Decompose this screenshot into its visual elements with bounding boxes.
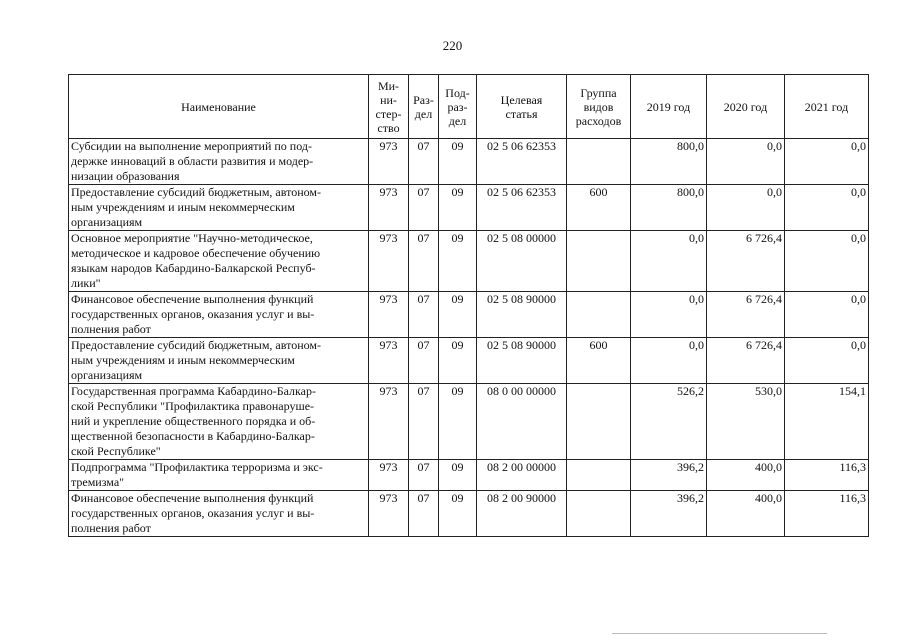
cell-2020: 400,0 bbox=[707, 491, 785, 537]
cell-2020: 0,0 bbox=[707, 139, 785, 185]
cell-section: 07 bbox=[409, 338, 439, 384]
cell-ministry: 973 bbox=[369, 491, 409, 537]
cell-2019: 0,0 bbox=[631, 292, 707, 338]
table-row bbox=[69, 185, 869, 231]
header-2019: 2019 год bbox=[631, 75, 707, 139]
cell-2019: 526,2 bbox=[631, 384, 707, 460]
cell-subsection: 09 bbox=[439, 139, 477, 185]
cell-expense-group bbox=[567, 231, 631, 292]
cell-name: Подпрограмма "Профилактика терроризма и экс- тремизма" bbox=[69, 460, 369, 491]
cell-expense-group: 600 bbox=[567, 185, 631, 231]
cell-section: 07 bbox=[409, 139, 439, 185]
cell-target: 08 2 00 00000 bbox=[477, 460, 567, 491]
cell-2021: 154,1 bbox=[785, 384, 869, 460]
header-row bbox=[69, 75, 869, 139]
cell-2021: 0,0 bbox=[785, 338, 869, 384]
page-bottom-rule bbox=[612, 633, 827, 634]
cell-expense-group bbox=[567, 139, 631, 185]
cell-name: Субсидии на выполнение мероприятий по под- держке инноваций в области развития и модер- низации образования bbox=[69, 139, 369, 185]
cell-subsection: 09 bbox=[439, 292, 477, 338]
table-body bbox=[69, 139, 869, 537]
cell-subsection: 09 bbox=[439, 231, 477, 292]
cell-2020: 6 726,4 bbox=[707, 292, 785, 338]
cell-subsection: 09 bbox=[439, 338, 477, 384]
cell-2019: 396,2 bbox=[631, 460, 707, 491]
cell-section: 07 bbox=[409, 185, 439, 231]
cell-subsection: 09 bbox=[439, 491, 477, 537]
cell-expense-group: 600 bbox=[567, 338, 631, 384]
cell-2019: 0,0 bbox=[631, 338, 707, 384]
page-number: 220 bbox=[442, 38, 463, 53]
cell-target: 08 2 00 90000 bbox=[477, 491, 567, 537]
header-2021: 2021 год bbox=[785, 75, 869, 139]
cell-2021: 116,3 bbox=[785, 460, 869, 491]
cell-name: Предоставление субсидий бюджетным, автоном- ным учреждениям и иным некоммерческим организациям bbox=[69, 185, 369, 231]
cell-target: 02 5 08 90000 bbox=[477, 338, 567, 384]
table-row bbox=[69, 460, 869, 491]
cell-name: Государственная программа Кабардино-Балкар- ской Республики "Профилактика правонаруше- ний и укрепление общественного порядка и об- щественной безопасности в Кабардино-Балкар- ской Республике" bbox=[69, 384, 369, 460]
cell-name: Основное мероприятие "Научно-методическое, методическое и кадровое обеспечение обучению языкам народов Кабардино-Балкарской Респуб- лики" bbox=[69, 231, 369, 292]
cell-section: 07 bbox=[409, 460, 439, 491]
cell-name: Финансовое обеспечение выполнения функций государственных органов, оказания услуг и вы- полнения работ bbox=[69, 292, 369, 338]
cell-subsection: 09 bbox=[439, 460, 477, 491]
cell-subsection: 09 bbox=[439, 185, 477, 231]
cell-2019: 800,0 bbox=[631, 139, 707, 185]
cell-ministry: 973 bbox=[369, 460, 409, 491]
cell-2020: 6 726,4 bbox=[707, 338, 785, 384]
cell-2021: 116,3 bbox=[785, 491, 869, 537]
cell-2021: 0,0 bbox=[785, 231, 869, 292]
cell-target: 02 5 06 62353 bbox=[477, 139, 567, 185]
table-row bbox=[69, 338, 869, 384]
cell-ministry: 973 bbox=[369, 384, 409, 460]
cell-subsection: 09 bbox=[439, 384, 477, 460]
table-row bbox=[69, 384, 869, 460]
header-name: Наименование bbox=[69, 75, 369, 139]
cell-2021: 0,0 bbox=[785, 139, 869, 185]
cell-expense-group bbox=[567, 292, 631, 338]
header-section: Раз- дел bbox=[409, 75, 439, 139]
table-row bbox=[69, 139, 869, 185]
cell-target: 02 5 08 90000 bbox=[477, 292, 567, 338]
cell-2019: 0,0 bbox=[631, 231, 707, 292]
cell-expense-group bbox=[567, 384, 631, 460]
table-row bbox=[69, 292, 869, 338]
cell-2021: 0,0 bbox=[785, 292, 869, 338]
cell-target: 08 0 00 00000 bbox=[477, 384, 567, 460]
cell-section: 07 bbox=[409, 292, 439, 338]
cell-name: Предоставление субсидий бюджетным, автоном- ным учреждениям и иным некоммерческим организациям bbox=[69, 338, 369, 384]
cell-ministry: 973 bbox=[369, 292, 409, 338]
cell-expense-group bbox=[567, 460, 631, 491]
cell-2020: 400,0 bbox=[707, 460, 785, 491]
header-target: Целевая статья bbox=[477, 75, 567, 139]
cell-2019: 800,0 bbox=[631, 185, 707, 231]
header-ministry: Ми- ни- стер- ство bbox=[369, 75, 409, 139]
cell-2020: 530,0 bbox=[707, 384, 785, 460]
header-subsection: Под- раз- дел bbox=[439, 75, 477, 139]
cell-2020: 0,0 bbox=[707, 185, 785, 231]
cell-name: Финансовое обеспечение выполнения функций государственных органов, оказания услуг и вы- полнения работ bbox=[69, 491, 369, 537]
cell-ministry: 973 bbox=[369, 139, 409, 185]
header-2020: 2020 год bbox=[707, 75, 785, 139]
cell-section: 07 bbox=[409, 231, 439, 292]
cell-2020: 6 726,4 bbox=[707, 231, 785, 292]
header-expense-group: Группа видов расходов bbox=[567, 75, 631, 139]
cell-ministry: 973 bbox=[369, 231, 409, 292]
cell-target: 02 5 08 00000 bbox=[477, 231, 567, 292]
budget-table bbox=[68, 74, 869, 537]
table-row bbox=[69, 231, 869, 292]
cell-2019: 396,2 bbox=[631, 491, 707, 537]
table-row bbox=[69, 491, 869, 537]
cell-expense-group bbox=[567, 491, 631, 537]
cell-ministry: 973 bbox=[369, 338, 409, 384]
cell-section: 07 bbox=[409, 384, 439, 460]
cell-2021: 0,0 bbox=[785, 185, 869, 231]
cell-target: 02 5 06 62353 bbox=[477, 185, 567, 231]
cell-section: 07 bbox=[409, 491, 439, 537]
cell-ministry: 973 bbox=[369, 185, 409, 231]
